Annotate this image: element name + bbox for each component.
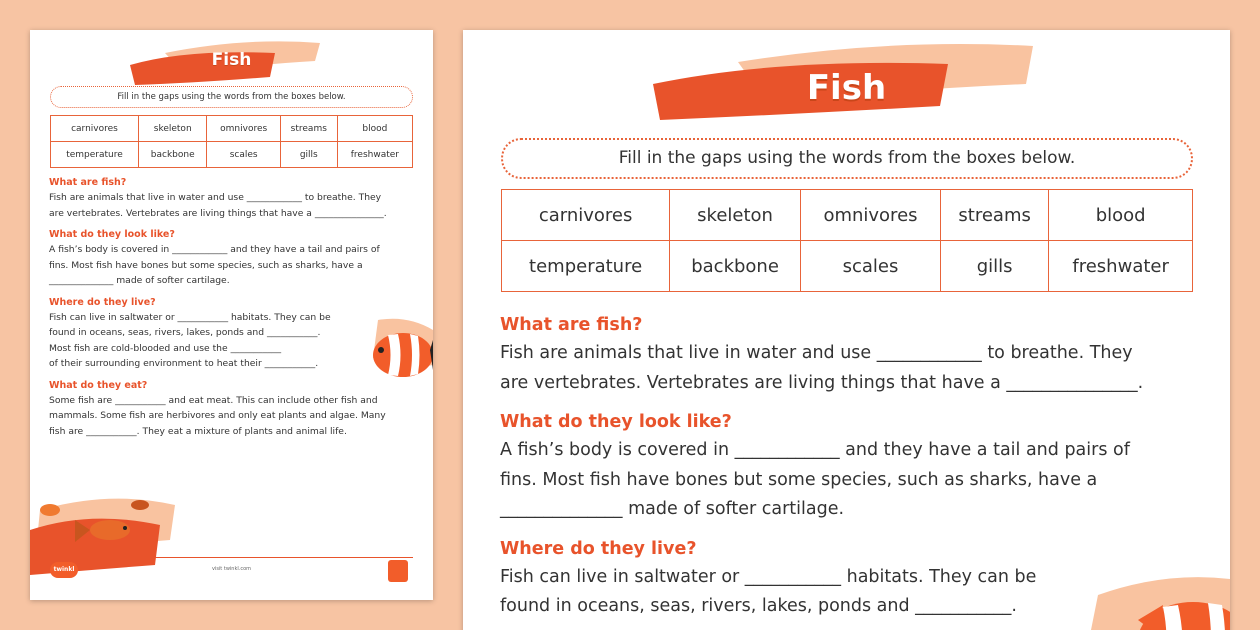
word-cell: gills <box>941 241 1049 292</box>
text-line: Fish can live in saltwater or ___________ habitats. They can be <box>49 311 331 323</box>
quality-badge-icon <box>388 560 408 582</box>
text-line: ______________ made of softer cartilage. <box>500 499 845 519</box>
word-cell: backbone <box>138 142 207 168</box>
footer-url: visit twinkl.com <box>211 566 252 572</box>
word-cell: streams <box>280 116 337 142</box>
section-heading: What do they look like? <box>49 229 175 240</box>
word-cell: skeleton <box>138 116 207 142</box>
section-heading: Where do they live? <box>49 296 156 308</box>
instruction-box: Fill in the gaps using the words from the boxes below. <box>501 138 1193 179</box>
word-cell: scales <box>207 142 280 168</box>
text-line: found in oceans, seas, rivers, lakes, ponds and ___________. <box>500 596 1017 616</box>
word-bank-table <box>50 115 413 168</box>
word-bank-row <box>51 142 413 168</box>
text-line: are vertebrates. Vertebrates are living things that have a _______________. <box>49 207 387 219</box>
section-heading: What do they eat? <box>49 379 148 391</box>
text-line: Fish are animals that live in water and use ____________ to breathe. They <box>49 192 382 203</box>
text-line: A fish’s body is covered in ____________ and they have a tail and pairs of <box>500 440 1130 460</box>
text-line: fins. Most fish have bones but some species, such as sharks, have a <box>500 469 1098 490</box>
word-cell: skeleton <box>670 190 801 241</box>
text-line: ______________ made of softer cartilage. <box>49 275 230 286</box>
word-cell: gills <box>280 142 337 168</box>
word-cell: temperature <box>51 142 139 168</box>
word-bank-row <box>51 116 413 142</box>
section-heading: What do they look like? <box>500 412 732 432</box>
word-cell: carnivores <box>502 190 670 241</box>
worksheet-title: Fish <box>211 50 252 70</box>
text-line: are vertebrates. Vertebrates are living things that have a _______________. <box>500 372 1144 393</box>
text-line: mammals. Some fish are herbivores and only eat plants and algae. Many <box>49 410 386 421</box>
text-line: Fish are animals that live in water and use ____________ to breathe. They <box>500 343 1133 363</box>
word-cell: omnivores <box>207 116 280 142</box>
worksheet-zoomed <box>463 30 1230 630</box>
text-line: of their surrounding environment to heat their ___________. <box>49 358 319 369</box>
twinkl-logo: twinkl <box>50 562 78 578</box>
clownfish-illustration <box>348 310 433 400</box>
text-line: Fish can live in saltwater or ___________ habitats. They can be <box>500 566 1037 587</box>
word-cell: carnivores <box>51 116 139 142</box>
section-heading: Where do they live? <box>500 538 697 559</box>
text-line: fins. Most fish have bones but some species, such as sharks, have a <box>49 259 363 271</box>
word-cell: freshwater <box>337 142 412 168</box>
text-line: found in oceans, seas, rivers, lakes, ponds and ___________. <box>49 327 321 338</box>
instruction-box: Fill in the gaps using the words from the boxes below. <box>50 86 413 108</box>
word-bank-table <box>501 189 1193 292</box>
word-cell: backbone <box>670 241 801 292</box>
word-cell: blood <box>337 116 412 142</box>
word-cell: streams <box>941 190 1049 241</box>
section-heading: What are fish? <box>49 177 127 188</box>
clownfish-illustration <box>1078 565 1230 630</box>
footer-divider <box>50 557 413 558</box>
worksheet-title: Fish <box>806 68 887 108</box>
text-line: Most fish are cold-blooded and use the ___________ <box>49 342 282 354</box>
text-line: Some fish are ___________ and eat meat. This can include other fish and <box>49 394 378 406</box>
text-line: fish are ___________. They eat a mixture of plants and animal life. <box>49 425 347 437</box>
word-cell: freshwater <box>1049 241 1193 292</box>
word-cell: temperature <box>502 241 670 292</box>
word-bank-row <box>502 241 1193 292</box>
word-bank-row <box>502 190 1193 241</box>
worksheet-thumbnail <box>30 30 433 600</box>
word-cell: omnivores <box>800 190 940 241</box>
word-cell: scales <box>800 241 940 292</box>
section-heading: What are fish? <box>500 315 643 335</box>
word-cell: blood <box>1049 190 1193 241</box>
text-line: A fish’s body is covered in ____________ and they have a tail and pairs of <box>49 244 380 255</box>
